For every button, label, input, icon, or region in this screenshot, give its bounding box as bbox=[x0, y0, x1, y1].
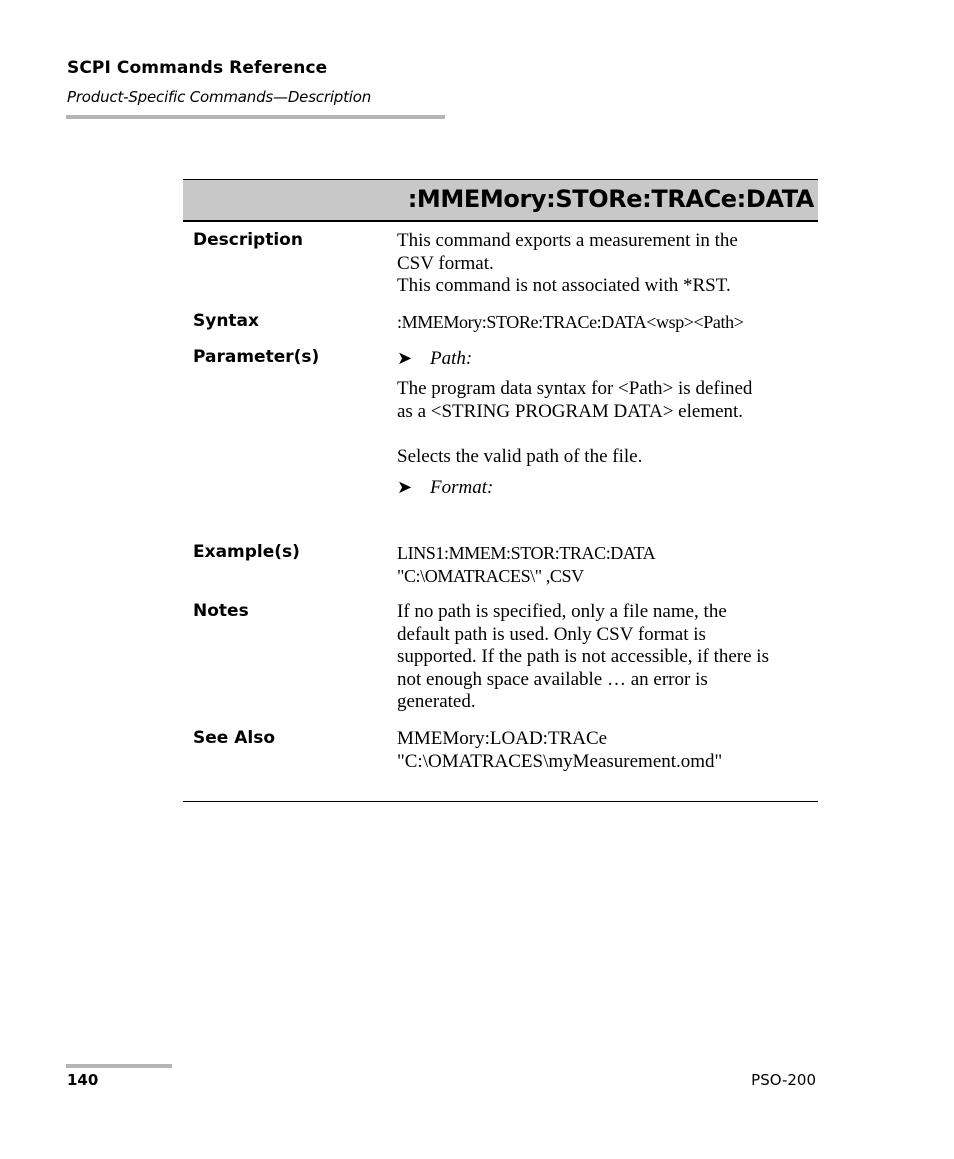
example-text bbox=[397, 542, 817, 587]
description-line: CSV format. bbox=[397, 252, 494, 274]
notes-line: not enough space available … an error is bbox=[397, 668, 708, 690]
see-also-text bbox=[397, 728, 817, 773]
section-end-divider bbox=[183, 801, 818, 802]
page-number: 140 bbox=[67, 1071, 99, 1089]
parameter-description bbox=[397, 378, 817, 423]
parameter-description-line: The program data syntax for <Path> is defined bbox=[397, 378, 753, 399]
description-label: Description bbox=[193, 230, 303, 250]
notes-line: supported. If the path is not accessible, if there is bbox=[397, 646, 769, 667]
description-line: This command exports a measurement in the bbox=[397, 230, 738, 251]
notes-label: Notes bbox=[193, 601, 249, 621]
parameters-label: Parameter(s) bbox=[193, 347, 320, 367]
parameter-description-line: Selects the valid path of the file. bbox=[397, 446, 643, 467]
syntax-text: :MMEMory:STORe:TRACe:DATA<wsp><Path> bbox=[397, 312, 744, 332]
notes-line: default path is used. Only CSV format is bbox=[397, 623, 706, 645]
arrow-bullet-icon: ➤ bbox=[397, 477, 413, 497]
arrow-bullet-icon: ➤ bbox=[397, 348, 413, 368]
parameter-description-line: as a <STRING PROGRAM DATA> element. bbox=[397, 400, 744, 422]
description-text bbox=[397, 230, 817, 298]
header-divider bbox=[66, 115, 445, 119]
parameter-item bbox=[397, 476, 493, 499]
command-title-banner bbox=[183, 179, 818, 222]
example-line: LINS1:MMEM:STOR:TRAC:DATA bbox=[397, 543, 656, 563]
product-name: PSO-200 bbox=[751, 1071, 816, 1089]
notes-line: generated. bbox=[397, 691, 476, 712]
description-line: This command is not associated with *RST. bbox=[397, 275, 731, 296]
notes-line: If no path is specified, only a file name, the bbox=[397, 601, 727, 622]
command-title: :MMEMory:STORe:TRACe:DATA bbox=[407, 185, 814, 213]
parameter-item bbox=[397, 347, 472, 370]
example-line: "C:\OMATRACES\" ,CSV bbox=[397, 565, 584, 586]
header-title: SCPI Commands Reference bbox=[67, 58, 328, 78]
see-also-line: "C:\OMATRACES\myMeasurement.omd" bbox=[397, 750, 723, 772]
see-also-label: See Also bbox=[193, 728, 276, 748]
see-also-line: MMEMory:LOAD:TRACe bbox=[397, 728, 608, 749]
syntax-label: Syntax bbox=[193, 311, 259, 331]
header-subtitle: Product-Specific Commands—Description bbox=[67, 88, 372, 106]
parameter-name: Path: bbox=[430, 348, 473, 369]
notes-text bbox=[397, 601, 817, 714]
parameter-name: Format: bbox=[430, 477, 494, 498]
footer-divider bbox=[66, 1064, 172, 1068]
examples-label: Example(s) bbox=[193, 542, 300, 562]
